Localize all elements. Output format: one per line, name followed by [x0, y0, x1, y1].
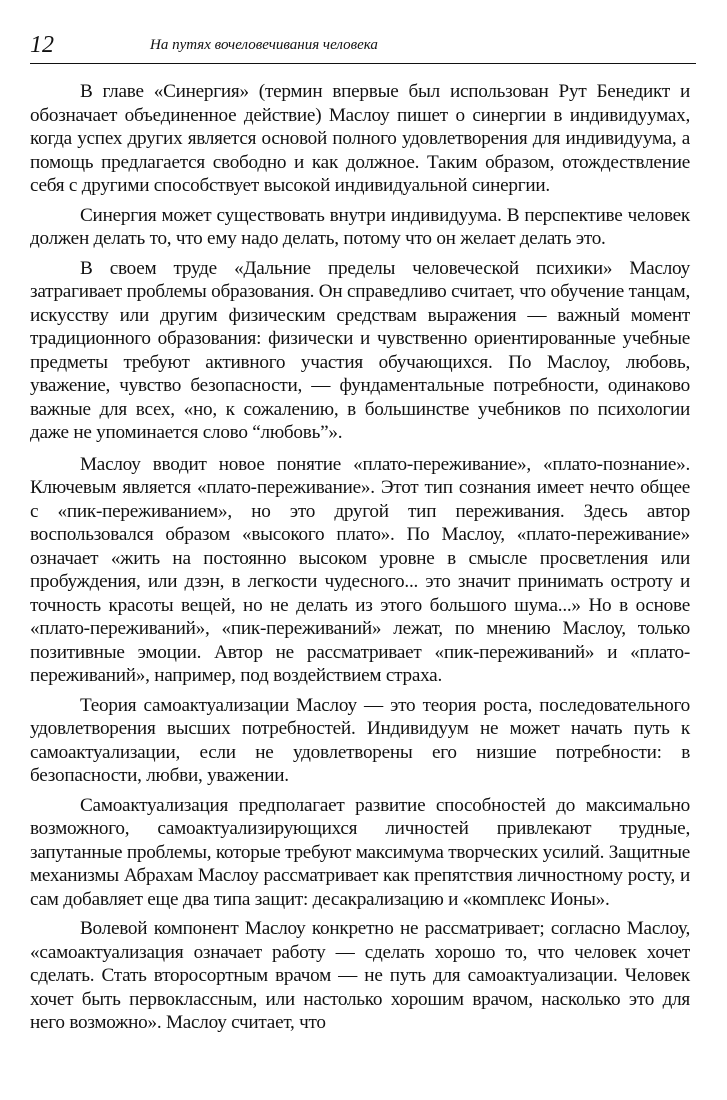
paragraph-volition: Волевой компонент Маслоу конкретно не рассматривает; согласно Маслоу, «самоактуализация означает работу — сделать хорошо то, что человек хочет сделать. Стать второсортным врачом — не путь для самоактуализации. Человек хочет быть первоклассным, или настолько хорошим врачом, насколько это для него возможно». Маслоу считает, что — [30, 918, 690, 1033]
header-rule — [30, 63, 696, 64]
page-header — [30, 30, 696, 64]
paragraph-self-actualization-theory: Теория самоактуализации Маслоу — это теория роста, последовательного удовлетворения высших потребностей. Индивидуум не может начать путь к самоактуализации, если не удовлетворены его низшие потребности: в безопасности, любви, уважении. — [30, 694, 690, 786]
page-body — [30, 80, 690, 1041]
paragraph-education: В своем труде «Дальние пределы человеческой психики» Маслоу затрагивает проблемы образования. Он справедливо считает, что обучение танцам, искусству или другим физическим средствам выражения — важный момент традиционного образования: физически и чувственно ориентированные учебные предметы требуют активного участия обучающихся. По Маслоу, любовь, уважение, чувство безопасности, — фундаментальные потребности, одинаково важные для всех, «но, к сожалению, в большинстве учебников по психологии даже не упоминается слово “любовь”». — [30, 257, 690, 443]
paragraph-plateau-experience: Маслоу вводит новое понятие «плато-переживание», «плато-познание». Ключевым является «плато-переживание». Этот тип сознания имеет нечто общее с «пик-переживанием», но это другой тип переживания. Здесь автор воспользовался образом «высокого плато». По Маслоу, «плато-переживание» означает «жить на постоянно высоком уровне в смысле просветления или пробуждения, или дзэн, в легкости чудесного... это значит принимать остроту и точность красоты вещей, но не делать из этого большого шума...» Но в основе «плато-переживаний», «пик-переживаний» лежат, по мнению Маслоу, только позитивные эмоции. Автор не рассматривает «пик-переживаний» и «плато-переживаний», например, под воздействием страха. — [30, 453, 690, 686]
paragraph-synergy: В главе «Синергия» (термин впервые был использован Рут Бенедикт и обозначает объединенное действие) Маслоу пишет о синергии в индивидуумах, когда успех других является основой полного удовлетворения для индивидуума, а помощь предлагается свободно и как должное. Таким образом, отождествление себя с другими способствует высокой индивидуальной синергии. — [30, 81, 690, 196]
page-number: 12 — [30, 32, 54, 58]
paragraph-synergy-within: Синергия может существовать внутри индивидуума. В перспективе человек должен делать то, что ему надо делать, потому что он желает делать это. — [30, 204, 690, 249]
running-title: На путях вочеловечивания человека — [150, 37, 378, 53]
paragraph-self-actualization-abilities: Самоактуализация предполагает развитие способностей до максимально возможного, самоактуализирующихся личностей привлекают трудные, запутанные проблемы, которые требуют максимума творческих усилий. Защитные механизмы Абрахам Маслоу рассматривает как препятствия личностному росту, и сам добавляет еще два типа защит: десакрализацию и «комплекс Ионы». — [30, 794, 690, 910]
